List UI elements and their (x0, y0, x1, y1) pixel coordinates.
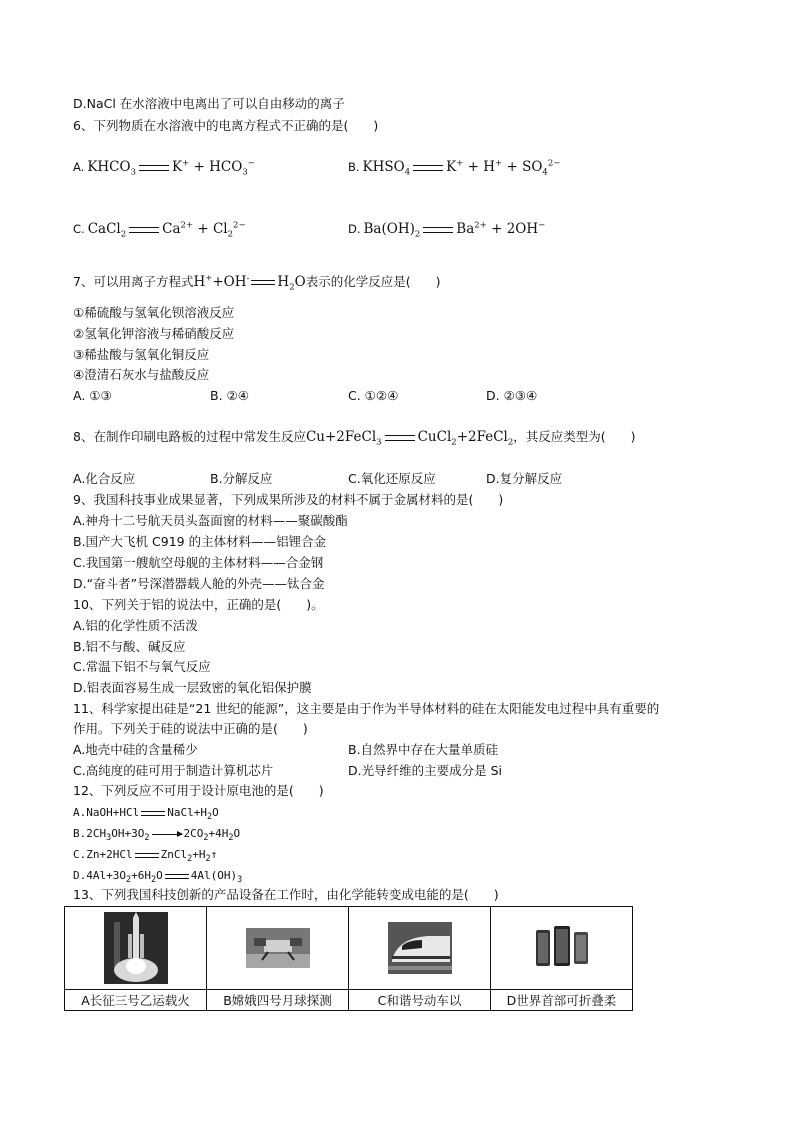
q13-image-c (349, 907, 491, 990)
rocket-launch-image (104, 912, 168, 984)
q8-option-c: C.氧化还原反应 (348, 471, 436, 486)
q10-stem: 10、下列关于铝的说法中，正确的是( )。 (73, 597, 324, 612)
q7-item-3: ③稀盐酸与氢氧化铜反应 (73, 347, 210, 362)
equal-arrow (141, 811, 165, 816)
q13-caption-a: A长征三号乙运载火 (65, 990, 207, 1011)
q13-stem: 13、下列我国科技创新的产品设备在工作时，由化学能转变成电能的是( ) (73, 887, 499, 902)
q13-image-d (491, 907, 633, 990)
equal-arrow (135, 853, 159, 858)
q8-option-a: A.化合反应 (73, 471, 136, 486)
q10-option-a: A.铝的化学性质不活泼 (73, 618, 198, 633)
q13-caption-c: C和谐号动车以 (349, 990, 491, 1011)
q10-option-b: B.铝不与酸、碱反应 (73, 639, 186, 654)
q13-caption-b: B嫦娥四号月球探测 (207, 990, 349, 1011)
q12-option-b: $B.2CH_3OH+3O_2$ $2CO_2+4H_2O$ (73, 827, 241, 844)
q5-option-d: D.NaCl 在水溶液中电离出了可以自由移动的离子 (73, 96, 345, 111)
q13-caption-d: D世界首部可折叠柔 (491, 990, 633, 1011)
equal-arrow (423, 227, 453, 233)
q7-item-4: ④澄清石灰水与盐酸反应 (73, 367, 210, 382)
q11-stem-line1: 11、科学家提出硅是“21 世纪的能源”，这主要是由于作为半导体材料的硅在太阳能发电过程中具有重要的 (73, 701, 660, 716)
q6-option-a: A. $KHCO_3$ $K^+ + HCO_3^-$ (73, 158, 255, 178)
q7-option-d: D. ②③④ (486, 388, 538, 403)
bullet-train-image (388, 922, 452, 974)
q9-stem: 9、我国科技事业成果显著，下列成果所涉及的材料不属于金属材料的是( ) (73, 492, 504, 507)
equal-arrow (413, 165, 443, 171)
q11-option-c: C.高纯度的硅可用于制造计算机芯片 (73, 763, 274, 778)
equal-arrow (165, 874, 189, 879)
q12-option-a: A.NaOH+HCl $NaCl+H_2O$ (73, 806, 219, 823)
q6-option-b: B. $KHSO_4$ $K^+ + H^+ + SO_4^{2-}$ (348, 158, 561, 178)
q13-options-table (64, 906, 633, 1011)
q7-item-2: ②氢氧化钾溶液与稀硝酸反应 (73, 326, 235, 341)
q8-option-d: D.复分解反应 (486, 471, 563, 486)
lunar-probe-image (246, 928, 310, 968)
q10-option-d: D.铝表面容易生成一层致密的氧化铝保护膜 (73, 680, 312, 695)
q7-option-a: A. ①③ (73, 388, 112, 403)
q6-stem: 6、下列物质在水溶液中的电离方程式不正确的是( ) (73, 118, 379, 133)
q10-option-c: C.常温下铝不与氧气反应 (73, 659, 211, 674)
q12-stem: 12、下列反应不可用于设计原电池的是( ) (73, 783, 324, 798)
q7-option-b: B. ②④ (210, 388, 249, 403)
q9-option-c: C.我国第一艘航空母舰的主体材料——合金钢 (73, 555, 324, 570)
foldable-phone-image (532, 922, 592, 974)
equal-arrow (129, 227, 159, 233)
q11-option-b: B.自然界中存在大量单质硅 (348, 742, 499, 757)
q13-image-b (207, 907, 349, 990)
q8-stem: 8、在制作印刷电路板的过程中常发生反应Cu+2FeCl$_3$ CuCl$_2$+2FeCl$_2$，其反应类型为( ) (73, 429, 636, 448)
q12-option-d: $D.4Al+3O_2+6H_2O$ $4Al(OH)_3$ (73, 869, 243, 886)
q7-option-c: C. ①②④ (348, 388, 399, 403)
q8-option-b: B.分解反应 (210, 471, 273, 486)
equal-arrow (139, 165, 169, 171)
q6-option-d: D. $Ba(OH)_2$ $Ba^{2+} + 2OH^-$ (348, 220, 546, 240)
equal-arrow (385, 435, 415, 441)
q11-option-a: A.地壳中硅的含量稀少 (73, 742, 198, 757)
right-arrow-icon (152, 834, 182, 835)
q6-option-c: C. CaCl$_2$ $Ca^{2+} + Cl_2^{2-}$ (73, 220, 246, 240)
q9-option-d: D.“奋斗者”号深潜器载人舱的外壳——钛合金 (73, 576, 325, 591)
q7-stem: 7、可以用离子方程式H++OH- $H_2O$表示的化学反应是( ) (73, 273, 441, 293)
equal-arrow (251, 280, 275, 285)
q7-item-1: ①稀硫酸与氢氧化钡溶液反应 (73, 305, 235, 320)
q11-stem-line2: 作用。下列关于硅的说法中正确的是( ) (73, 721, 308, 736)
q9-option-a: A.神舟十二号航天员头盔面窗的材料——聚碳酸酯 (73, 513, 348, 528)
q13-image-a (65, 907, 207, 990)
q12-option-c: C.Zn+2HCl $ZnCl_2+H_2↑$ (73, 848, 218, 865)
q11-option-d: D.光导纤维的主要成分是 Si (348, 763, 502, 778)
q9-option-b: B.国产大飞机 C919 的主体材料——铝锂合金 (73, 534, 327, 549)
